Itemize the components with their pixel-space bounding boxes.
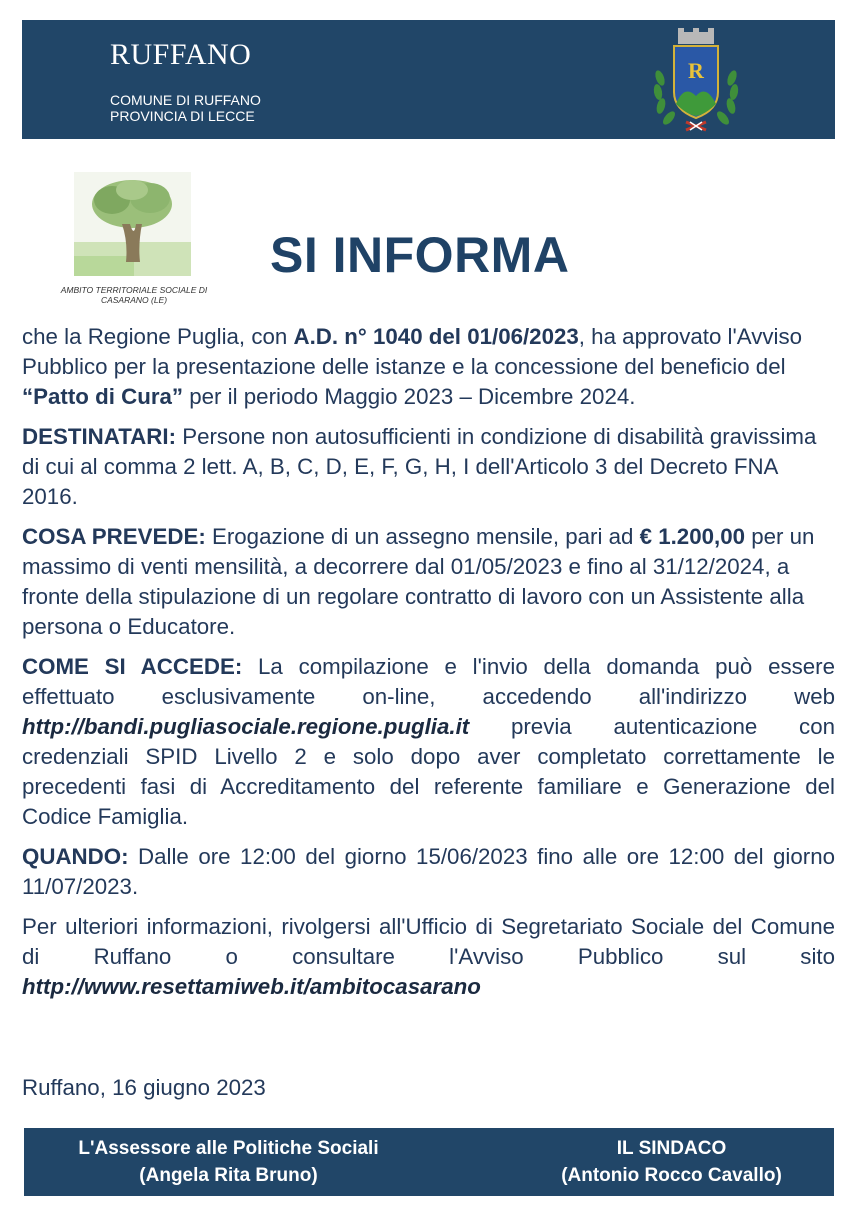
destinatari-text: Persone non autosufficienti in condizione di disabilità gravissima di cui al comma 2 lett. A, B, C, D, E, F, G, H, I dell'Articolo 3 del Decreto FNA 2016. [22,424,817,509]
info-paragraph [22,912,835,1002]
intro-paragraph [22,322,835,412]
come-si-accede-text-1: La compilazione e l'invio della domanda può essere effettuato esclusivamente on-line, accedendo all'indirizzo web [22,654,835,709]
svg-text:R: R [688,58,704,83]
olive-tree-logo-icon [74,172,191,276]
sindaco-title: IL SINDACO [616,1138,727,1159]
quando-text: Dalle ore 12:00 del giorno 15/06/2023 fino alle ore 12:00 del giorno 11/07/2023. [22,844,835,899]
cosa-prevede-text-1: Erogazione di un assegno mensile, pari ad [205,524,640,549]
ambito-caption-line1: AMBITO TERRITORIALE SOCIALE DI [60,285,208,295]
header-banner [22,20,835,139]
ambito-website-link[interactable]: http://www.resettamiweb.it/ambitocasarano [22,974,481,999]
program-name: “Patto di Cura” [22,384,184,409]
cosa-prevede-text-2: per un massimo di venti mensilità, a decorrere dal 01/05/2023 e fino al 31/12/2024, a fronte della stipulazione di un regolare contratto di lavoro con un Assistente alla persona o Educatore. [22,524,815,639]
sindaco-signature [544,1135,799,1189]
come-si-accede-paragraph [22,652,835,832]
assessore-signature [66,1135,391,1189]
assessore-name: (Angela Rita Bruno) [139,1165,318,1186]
assessore-title: L'Assessore alle Politiche Sociali [78,1138,379,1159]
destinatari-paragraph [22,422,835,512]
bandi-link[interactable]: http://bandi.pugliasociale.regione.puglia.it [22,714,470,739]
intro-text-2: , ha approvato l'Avviso Pubblico per la presentazione delle istanze e la concessione del beneficio del [22,324,803,379]
intro-text-3: per il periodo Maggio 2023 – Dicembre 2024. [183,384,636,409]
dateline: Ruffano, 16 giugno 2023 [22,1075,266,1100]
cosa-prevede-label: COSA PREVEDE: [22,524,206,549]
come-si-accede-text-2: previa autenticazione con credenziali SPID Livello 2 e solo dopo aver completato correttamente le precedenti fasi di Accreditamento del referente familiare e Generazione del Codice Famiglia. [22,714,835,829]
coat-of-arms-icon [650,26,742,136]
municipality-title: RUFFANO [110,38,252,71]
quando-paragraph [22,842,835,902]
decree-reference: A.D. n° 1040 del 01/06/2023 [293,324,579,349]
ambito-caption [44,285,224,305]
cosa-prevede-paragraph [22,522,835,642]
quando-label: QUANDO: [22,844,129,869]
municipality-subtitle [110,92,261,124]
destinatari-label: DESTINATARI: [22,424,176,449]
ambito-caption-line2: CASARANO (LE) [100,295,168,305]
info-text: Per ulteriori informazioni, rivolgersi all'Ufficio di Segretariato Sociale del Comune di Ruffano o consultare l'Avviso Pubblico sul sito [22,914,835,969]
headline: SI INFORMA [270,227,570,283]
subtitle-line-comune: COMUNE DI RUFFANO [110,92,261,108]
sindaco-name: (Antonio Rocco Cavallo) [561,1165,782,1186]
notice-body [22,322,835,1012]
monthly-amount: € 1.200,00 [639,524,745,549]
subtitle-line-provincia: PROVINCIA DI LECCE [110,108,255,124]
come-si-accede-label: COME SI ACCEDE: [22,654,243,679]
intro-text-1: che la Regione Puglia, con [22,324,294,349]
signature-footer [24,1128,834,1196]
